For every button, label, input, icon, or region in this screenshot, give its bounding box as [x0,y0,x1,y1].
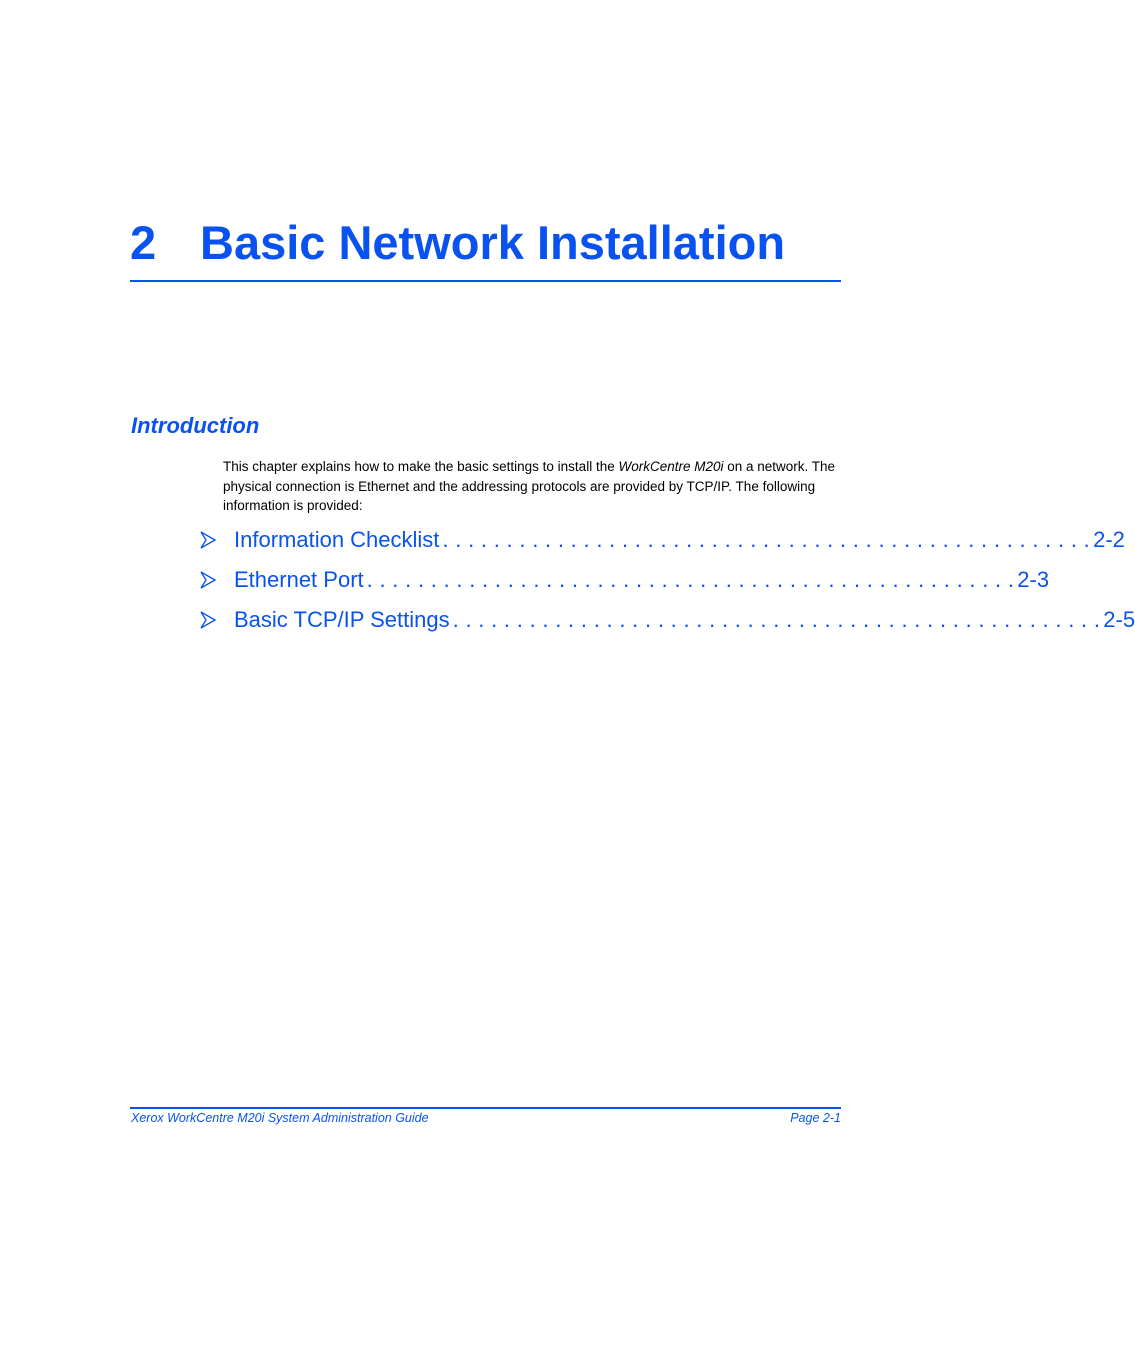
chapter-divider [130,280,841,282]
intro-text-after: on a network. The physical connection is Ethernet and the addressing protocols are provided by TCP/IP. The following information is provided: [223,459,836,514]
toc-dot-leader: . . . . . . . . . . . . . . . . . . . . . . . . . . . . . . . . . . . . . . . . . . . . . . . . . . . [366,567,1015,592]
toc-entry [234,604,1135,636]
toc-entry [234,564,1050,596]
footer-guide-title: Xerox WorkCentre M20i System Administration Guide [131,1111,429,1125]
arrowhead-bullet-icon [199,570,217,590]
toc-dot-leader: . . . . . . . . . . . . . . . . . . . . . . . . . . . . . . . . . . . . . . . . . . . . . . . . . . . [442,527,1091,552]
chapter-heading [130,213,841,273]
toc-item-information-checklist[interactable] [199,524,1125,564]
intro-paragraph [223,457,841,516]
toc-page-number: 2-5 [1103,607,1135,632]
toc-list [199,524,1135,644]
chapter-number: 2 [130,216,157,269]
footer-page-number: Page 2-1 [790,1111,841,1125]
toc-item-basic-tcp-ip-settings[interactable] [199,604,1135,644]
toc-label: Basic TCP/IP Settings [234,607,450,632]
toc-item-ethernet-port[interactable] [199,564,1050,604]
arrowhead-bullet-icon [199,610,217,630]
toc-label: Information Checklist [234,527,440,552]
toc-dot-leader: . . . . . . . . . . . . . . . . . . . . . . . . . . . . . . . . . . . . . . . . . . . . . . . . . . . [452,607,1101,632]
section-title: Introduction [131,413,260,438]
footer-divider [130,1107,841,1109]
chapter-title: Basic Network Installation [200,216,786,269]
toc-page-number: 2-2 [1093,527,1125,552]
toc-entry [234,524,1125,556]
toc-label: Ethernet Port [234,567,364,592]
arrowhead-bullet-icon [199,530,217,550]
product-name: WorkCentre M20i [618,459,724,474]
toc-page-number: 2-3 [1017,567,1050,592]
intro-text-before: This chapter explains how to make the basic settings to install the [223,459,619,474]
